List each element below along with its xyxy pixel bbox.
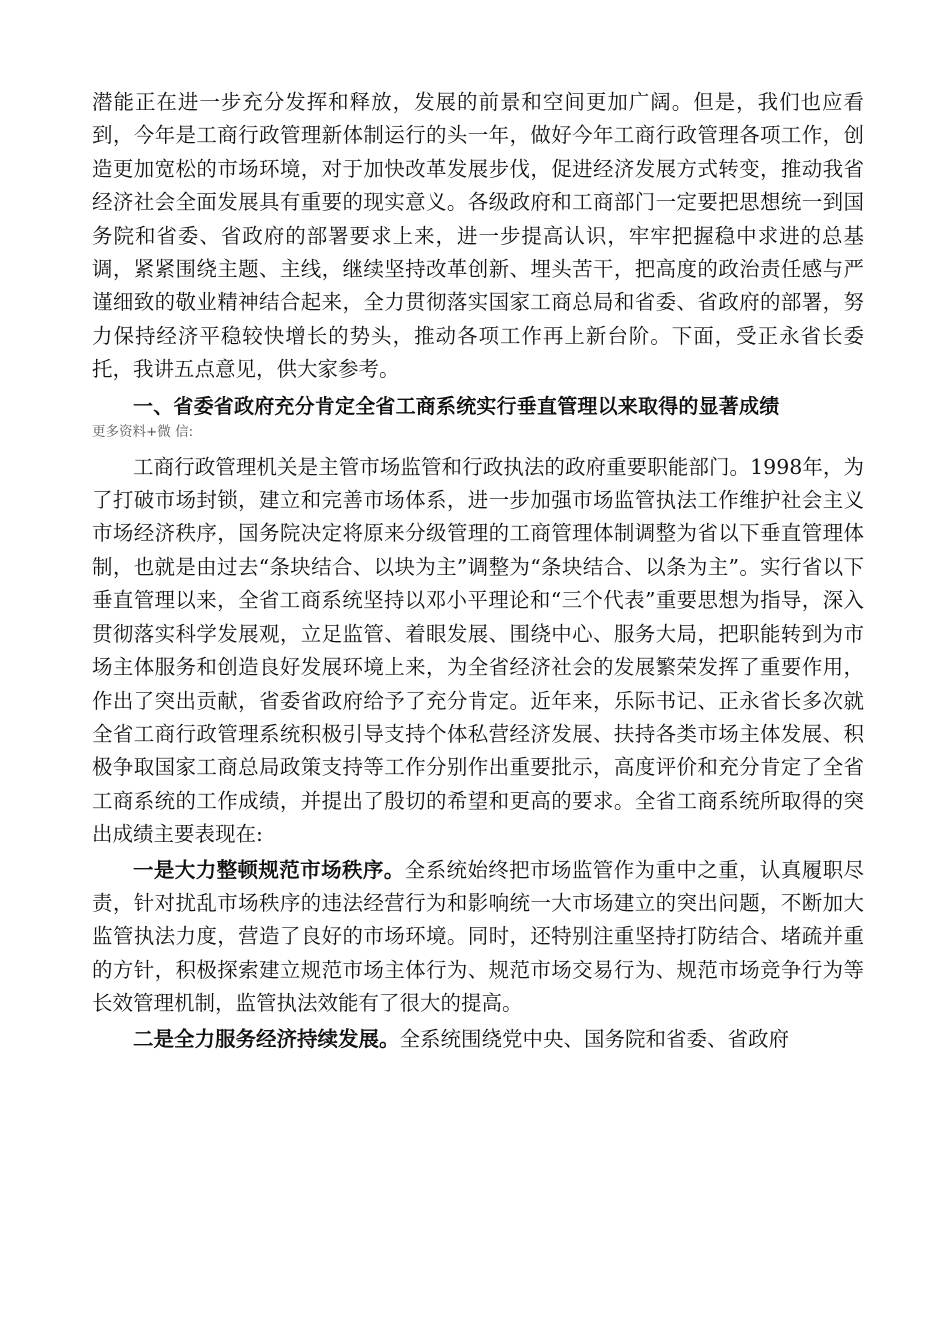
point-two-paragraph xyxy=(92,1023,864,1056)
document-page xyxy=(92,86,864,1056)
point-one-lead: 一是大力整顿规范市场秩序。 xyxy=(133,857,405,882)
body-paragraph: 工商行政管理机关是主管市场监管和行政执法的政府重要职能部门。1998年，为了打破市场封锁，建立和完善市场体系，进一步加强市场监管执法工作维护社会主义市场经济秩序，国务院决定将原来分级管理的工商管理体制调整为省以下垂直管理体制，也就是由过去“条块结合、以块为主”调整为“条块结合、以条为主”。实行省以下垂直管理以来，全省工商系统坚持以邓小平理论和“三个代表”重要思想为指导，深入贯彻落实科学发展观，立足监管、着眼发展、围绕中心、服务大局，把职能转到为市场主体服务和创造良好发展环境上来，为全省经济社会的发展繁荣发挥了重要作用，作出了突出贡献，省委省政府给予了充分肯定。近年来，乐际书记、正永省长多次就全省工商行政管理系统积极引导支持个体私营经济发展、扶持各类市场主体发展、积极争取国家工商总局政策支持等工作分别作出重要批示，高度评价和充分肯定了全省工商系统的工作成绩，并提出了殷切的希望和更高的要求。全省工商系统所取得的突出成绩主要表现在: xyxy=(92,454,864,847)
point-one-text: 全系统始终把市场监管作为重中之重，认真履职尽责，针对扰乱市场秩序的违法经营行为和影响统一大市场建立的突出问题，不断加大监管执法力度，营造了良好的市场环境。同时，还特别注重坚持打防结合、堵疏并重的方针，积极探索建立规范市场主体行为、规范市场交易行为、规范市场竞争行为等长效管理机制，监管执法效能有了很大的提高。 xyxy=(92,857,865,1016)
point-one-paragraph xyxy=(92,854,864,1021)
section-heading: 一、省委省政府充分肯定全省工商系统实行垂直管理以来取得的显著成绩 xyxy=(133,393,780,418)
point-two-lead: 二是全力服务经济持续发展。 xyxy=(133,1026,400,1051)
intro-paragraph: 潜能正在进一步充分发挥和释放，发展的前景和空间更加广阔。但是，我们也应看到，今年是工商行政管理新体制运行的头一年，做好今年工商行政管理各项工作，创造更加宽松的市场环境，对于加快改革发展步伐，促进经济发展方式转变，推动我省经济社会全面发展具有重要的现实意义。各级政府和工商部门一定要把思想统一到国务院和省委、省政府的部署要求上来，进一步提高认识，牢牢把握稳中求进的总基调，紧紧围绕主题、主线，继续坚持改革创新、埋头苦干，把高度的政治责任感与严谨细致的敬业精神结合起来，全力贯彻落实国家工商总局和省委、省政府的部署，努力保持经济平稳较快增长的势头，推动各项工作再上新台阶。下面，受正永省长委托，我讲五点意见，供大家参考。 xyxy=(92,90,864,382)
side-note: 更多资料+微 信: xyxy=(92,423,194,440)
point-two-text: 全系统围绕党中央、国务院和省委、省政府 xyxy=(399,1026,789,1051)
